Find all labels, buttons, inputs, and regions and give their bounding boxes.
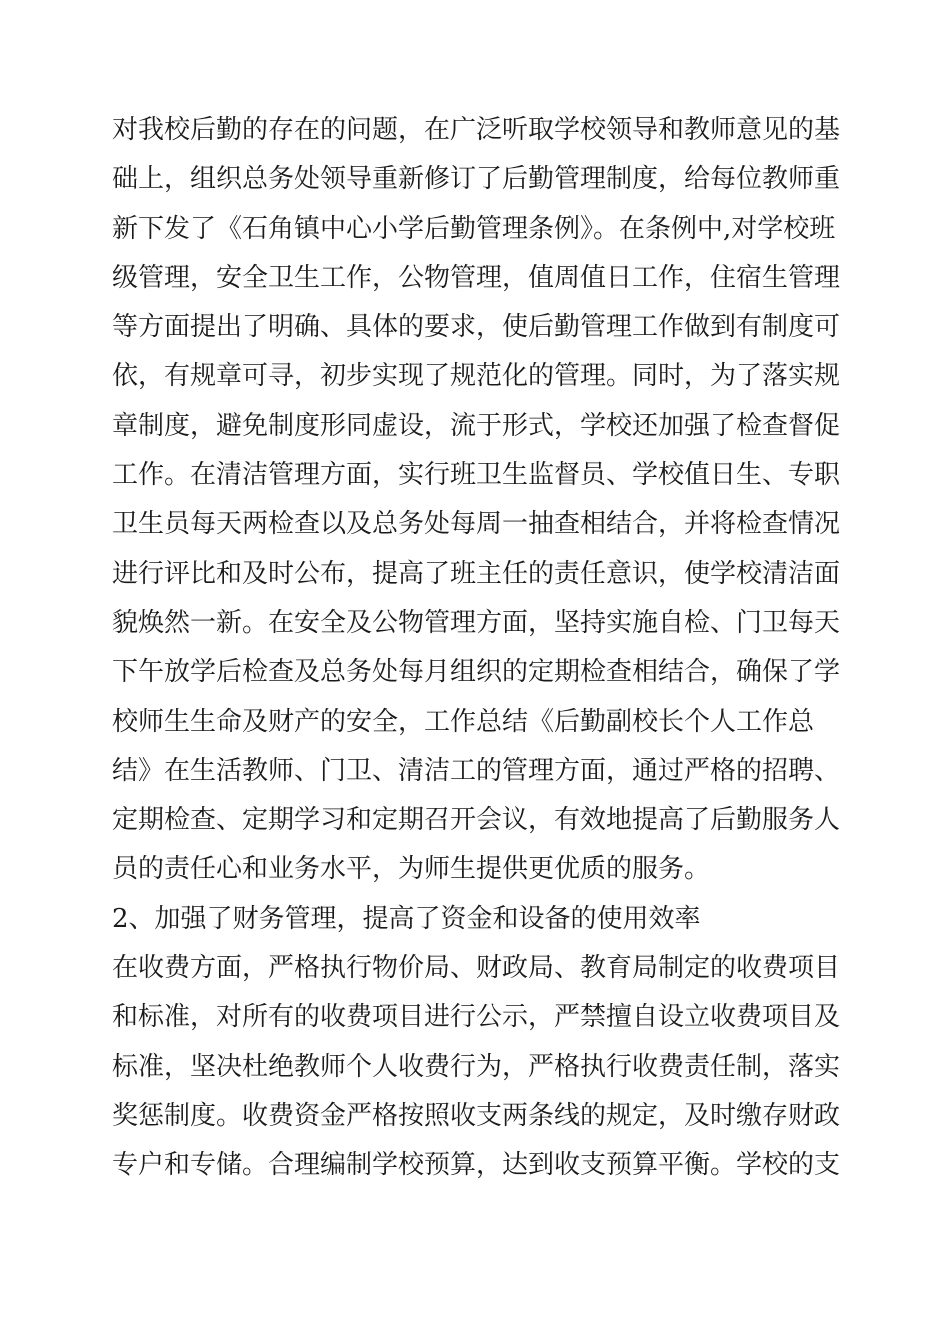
text-line: 卫生员每天两检查以及总务处每周一抽查相结合，并将检查情况 [112, 509, 841, 540]
text-line: 奖惩制度。收费资金严格按照收支两条线的规定，及时缴存财政 [112, 1100, 841, 1131]
text-line: 对我校后勤的存在的问题，在广泛听取学校领导和教师意见的基 [112, 115, 841, 145]
text-line: 貌焕然一新。在安全及公物管理方面，坚持实施自检、门卫每天 [112, 607, 841, 638]
text-line: 新下发了《石角镇中心小学后勤管理条例》。在条例中,对学校班 [112, 213, 836, 244]
text-line: 在收费方面，严格执行物价局、财政局、教育局制定的收费项目 [112, 953, 841, 984]
section-heading: 2、加强了财务管理，提高了资金和设备的使用效率 [112, 903, 701, 934]
text-line: 工作。在清洁管理方面，实行班卫生监督员、学校值日生、专职 [112, 460, 841, 491]
text-line: 专户和专储。合理编制学校预算，达到收支预算平衡。学校的支 [112, 1150, 841, 1181]
text-line: 员的责任心和业务水平，为师生提供更优质的服务。 [112, 854, 711, 885]
text-line: 等方面提出了明确、具体的要求，使后勤管理工作做到有制度可 [112, 312, 841, 343]
text-line: 校师生生命及财产的安全，工作总结《后勤副校长个人工作总 [112, 706, 815, 737]
text-line: 础上，组织总务处领导重新修订了后勤管理制度，给每位教师重 [112, 164, 841, 195]
document-body [112, 106, 852, 1191]
text-line: 进行评比和及时公布，提高了班主任的责任意识，使学校清洁面 [112, 558, 841, 589]
text-line: 章制度，避免制度形同虚设，流于形式，学校还加强了检查督促 [112, 410, 841, 441]
text-line: 定期检查、定期学习和定期召开会议，有效地提高了后勤服务人 [112, 805, 841, 836]
text-line: 标准，坚决杜绝教师个人收费行为，严格执行收费责任制，落实 [112, 1051, 841, 1082]
text-line: 和标准，对所有的收费项目进行公示，严禁擅自设立收费项目及 [112, 1002, 841, 1033]
text-line: 级管理，安全卫生工作，公物管理，值周值日工作，住宿生管理 [112, 262, 841, 293]
text-line: 结》在生活教师、门卫、清洁工的管理方面，通过严格的招聘、 [112, 755, 841, 786]
text-line: 依，有规章可寻，初步实现了规范化的管理。同时，为了落实规 [112, 361, 841, 392]
text-line: 下午放学后检查及总务处每月组织的定期检查相结合，确保了学 [112, 657, 841, 688]
